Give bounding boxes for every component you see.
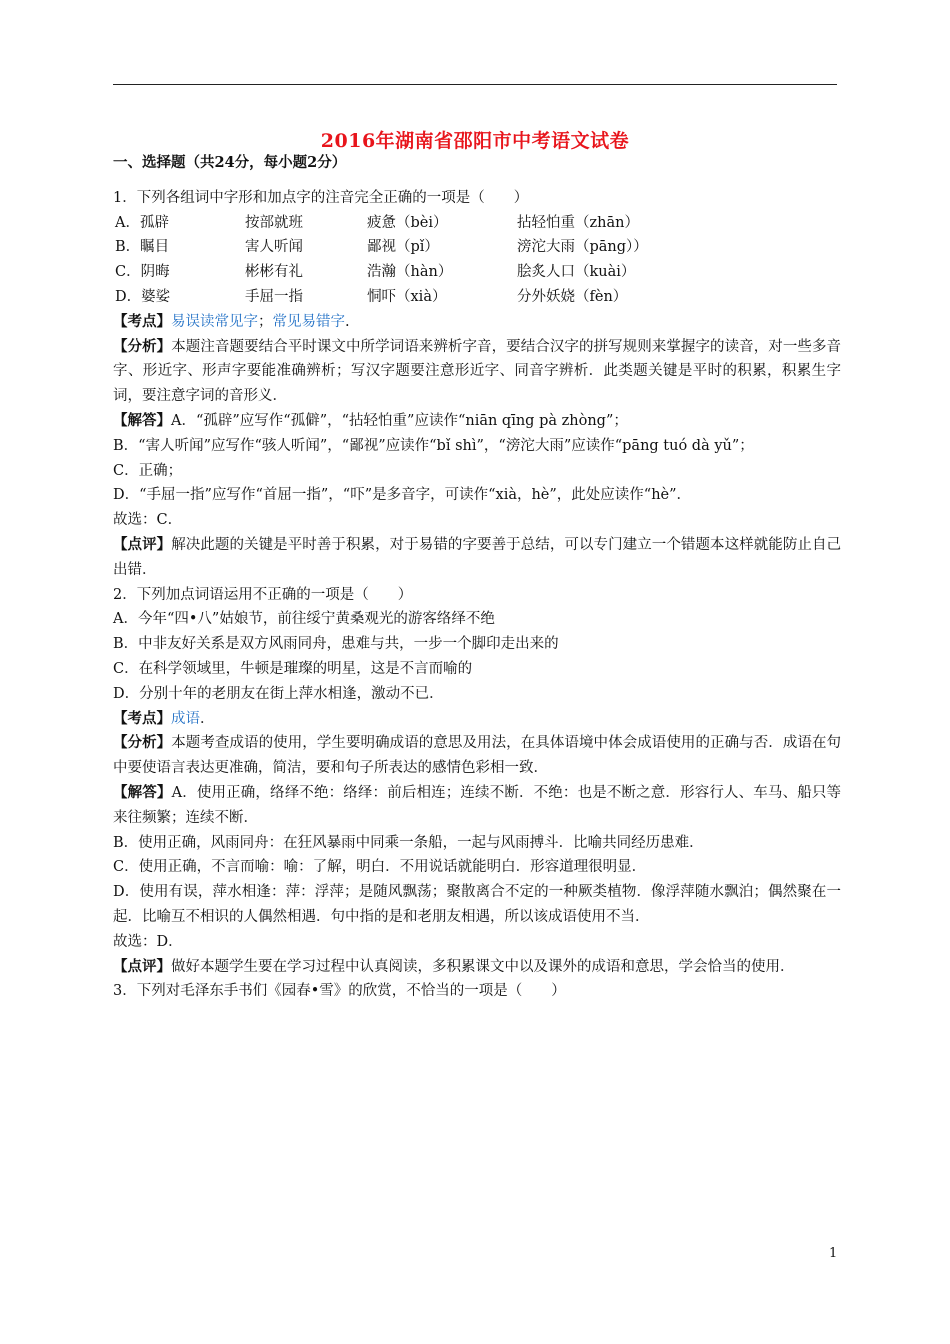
q1-option-d: D．婆娑 手屈一指 恫吓（xià） 分外妖娆（fèn） [115, 288, 628, 305]
kaodian-link[interactable]: 常见易错字 [272, 313, 345, 330]
q1-jieda-d: D．“手屈一指”应写作“首屈一指”，“吓”是多音字，可读作“xià，hè”，此处应读作“hè”． [113, 487, 692, 504]
q1-answer: 故选：C． [113, 512, 183, 529]
q1-kaodian: 【考点】易误读常见字；常见易错字. [113, 312, 350, 330]
q1-fenxi: 【分析】本题注音题要结合平时课文中所学词语来辨析字音，要结合汉字的拼写规则来掌握字的读音，对一些多音字、形近字、形声字要能准确辨析；写汉字题要注意形近字、同音字辨析．此类题关键是平时的积累，积累生字词，要注意字词的音形义． [113, 337, 842, 405]
q1-jieda-a: 【解答】A．“孤辟”应写作“孤僻”，“拈轻怕重”应读作“niān qīng pà zhòng”； [113, 411, 628, 429]
section-heading: 一、选择题（共24分，每小题2分） [113, 154, 347, 171]
header-rule [113, 84, 837, 85]
q2-option-d: D．分别十年的老朋友在街上萍水相逢，激动不已． [113, 685, 444, 702]
page-number: 1 [829, 1246, 838, 1261]
q1-jieda-b: B．“害人听闻”应写作“骇人听闻”，“鄙视”应读作“bǐ shì”，“滂沱大雨”应读作“pāng tuó dà yǔ”； [113, 437, 754, 454]
q1-option-b: B．瞩目 害人听闻 鄙视（pǐ） 滂沱大雨（pāng）） [115, 239, 648, 256]
q2-option-b: B．中非友好关系是双方风雨同舟，患难与共，一步一个脚印走出来的 [113, 636, 559, 653]
q2-option-c: C．在科学领域里，牛顿是璀璨的明星，这是不言而喻的 [113, 660, 473, 677]
q1-jieda-c: C．正确； [113, 462, 183, 479]
q2-answer: 故选：D． [113, 933, 183, 950]
question-2-stem: 2．下列加点词语运用不正确的一项是（ ） [113, 586, 413, 603]
kaodian-link[interactable]: 易误读常见字 [171, 313, 258, 330]
q2-dianping: 【点评】做好本题学生要在学习过程中认真阅读，多积累课文中以及课外的成语和意思，学会恰当的使用． [113, 957, 795, 975]
q2-jieda-d: D．使用有误，萍水相逢：萍：浮萍；是随风飘荡；聚散离合不定的一种厥类植物．像浮萍随水飘泊；偶然聚在一起．比喻互不相识的人偶然相遇．句中指的是和老朋友相遇，所以该成语使用不当． [113, 884, 841, 925]
question-3-stem: 3．下列对毛泽东手书们《园春•雪》的欣赏，不恰当的一项是（ ） [113, 983, 566, 1000]
page-title: 2016年湖南省邵阳市中考语文试卷 [320, 130, 630, 152]
q2-option-a: A．今年“四•八”姑娘节，前往绥宁黄桑观光的游客络绎不绝 [113, 611, 495, 628]
q2-kaodian: 【考点】成语． [113, 709, 215, 727]
q2-fenxi: 【分析】本题考查成语的使用，学生要明确成语的意思及用法，在具体语境中体会成语使用的正确与否．成语在句中要使语言表达更准确，简洁，要和句子所表达的感情色彩相一致． [113, 734, 842, 777]
q2-jieda-c: C．使用正确，不言而喻：喻：了解，明白．不用说话就能明白．形容道理很明显． [113, 859, 647, 876]
question-1-stem: 1．下列各组词中字形和加点字的注音完全正确的一项是（ ） [113, 189, 529, 206]
kaodian-link[interactable]: 成语 [171, 710, 200, 727]
q2-jieda-a: 【解答】A．使用正确，络绎不绝：络绎：前后相连；连续不断．不绝：也是不断之意．形容行人、车马、船只等来往频繁；连续不断． [113, 783, 842, 826]
document-body [113, 151, 841, 1004]
q2-jieda-b: B．使用正确，风雨同舟：在狂风暴雨中同乘一条船，一起与风雨搏斗．比喻共同经历患难． [113, 834, 704, 851]
q1-dianping: 【点评】解决此题的关键是平时善于积累，对于易错的字要善于总结，可以专门建立一个错题本这样就能防止自己出错． [113, 535, 842, 578]
q1-option-a: A．孤辟 按部就班 疲惫（bèi） 拈轻怕重（zhān） [115, 214, 639, 231]
q1-option-c: C．阴晦 彬彬有礼 浩瀚（hàn） 脍炙人口（kuài） [115, 264, 636, 281]
